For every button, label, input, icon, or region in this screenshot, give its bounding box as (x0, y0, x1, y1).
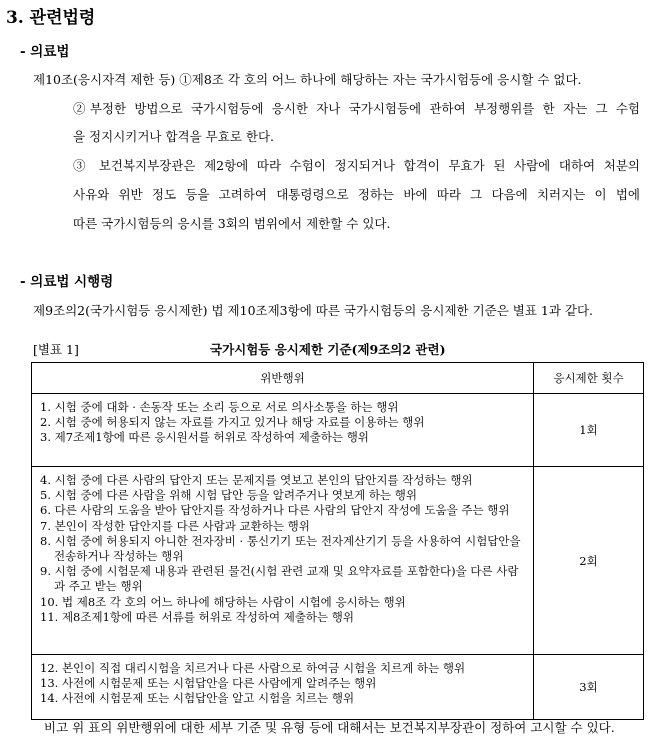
annex-note: 비고 위 표의 위반행위에 대한 세부 기준 및 유형 등에 대해서는 보건복지부장관이 정하여 고시할 수 있다. (44, 720, 615, 735)
article-10-line-3: 을 정지시키거나 합격을 무효로 한다. (73, 129, 274, 144)
limit-count: 3회 (534, 655, 644, 720)
table-header-row (32, 363, 644, 394)
violation-item: 9. 시험 중에 시험문제 내용과 관련된 물건(시험 관련 교재 및 요약자료를 포함한다)을 다른 사람 (40, 564, 519, 579)
medical-act-title: - 의료법 (20, 44, 70, 60)
article-10-line-1: 제10조(응시자격 제한 등) ①제8조 각 호의 어느 하나에 해당하는 자는 국가시험등에 응시할 수 없다. (33, 72, 582, 87)
violation-item: 1. 시험 중에 대화 · 손동작 또는 소리 등으로 서로 의사소통을 하는 행위 (40, 400, 399, 414)
violation-item: 8. 시험 중에 허용되지 아니한 전자장비 · 통신기기 또는 전자계산기기 등을 사용하여 시험답안을 (40, 533, 521, 548)
table-row (32, 394, 644, 467)
violation-item: 13. 사전에 시험문제 또는 시험답안을 다른 사람에게 알려주는 행위 (40, 676, 377, 691)
violation-list (32, 394, 534, 467)
table-row (32, 467, 644, 655)
article-10-line-6: 따른 국가시험등의 응시를 3회의 범위에서 제한할 수 있다. (73, 216, 391, 231)
violation-column-header: 위반행위 (32, 363, 534, 394)
violation-item: 3. 제7조제1항에 따른 응시원서를 허위로 작성하여 제출하는 행위 (40, 430, 369, 445)
violation-item: 5. 시험 중에 다른 사람을 위해 시험 답안 등을 알려주거나 엿보게 하는 행위 (40, 488, 417, 503)
violation-item-continuation: 전송하거나 작성하는 행위 (54, 549, 184, 564)
violation-item: 6. 다른 사람의 도움을 받아 답안지를 작성하거나 다른 사람의 답안지 작성에 도움을 주는 행위 (40, 503, 510, 518)
limit-count-column-header: 응시제한 횟수 (534, 363, 644, 394)
violation-item: 14. 사전에 시험문제 또는 시험답안을 알고 시험을 치르는 행위 (40, 691, 355, 706)
article-9-2-line: 제9조의2(국가시험등 응시제한) 법 제10조제3항에 따른 국가시험등의 응시제한 기준은 별표 1과 같다. (33, 303, 594, 318)
table-row (32, 655, 644, 720)
article-10-line-5: 사유와 위반 정도 등을 고려하여 대통령령으로 정하는 바에 따라 그 다음에 치러지는 이 법에 (73, 187, 640, 202)
violation-item: 2. 시험 중에 허용되지 않는 자료를 가지고 있거나 해당 자료를 이용하는 행위 (40, 415, 425, 430)
violation-item: 12. 본인이 직접 대리시험을 치르거나 다른 사람으로 하여금 시험을 치르게 하는 행위 (40, 661, 466, 675)
annex-label: [별표 1] (33, 342, 79, 357)
violation-item: 4. 시험 중에 다른 사람의 답안지 또는 문제지를 엿보고 본인의 답안지를 작성하는 행위 (40, 473, 473, 487)
article-10-line-4: ③ 보건복지부장관은 제2항에 따라 수험이 정지되거나 합격이 무효가 된 사람에 대하여 처분의 (73, 158, 640, 173)
article-10-line-2: ②부정한 방법으로 국가시험등에 응시한 자나 국가시험등에 관하여 부정행위를 한 자는 그 수험 (73, 101, 640, 116)
violation-item: 7. 본인이 작성한 답안지를 다른 사람과 교환하는 행위 (40, 518, 310, 533)
annex-table-title: 국가시험등 응시제한 기준(제9조의2 관련) (210, 342, 446, 357)
limit-count: 2회 (534, 467, 644, 655)
enforcement-decree-title: - 의료법 시행령 (20, 274, 114, 290)
sanction-table (31, 362, 644, 720)
limit-count: 1회 (534, 394, 644, 467)
violation-list (32, 655, 534, 720)
violation-item: 11. 제8조제1항에 따른 서류를 허위로 작성하여 제출하는 행위 (40, 609, 355, 624)
violation-list (32, 467, 534, 655)
violation-item: 10. 법 제8조 각 호의 어느 하나에 해당하는 사람이 시험에 응시하는 행위 (40, 594, 406, 609)
violation-item-continuation: 과 주고 받는 행위 (54, 579, 143, 594)
section-heading: 3. 관련법령 (6, 8, 96, 28)
